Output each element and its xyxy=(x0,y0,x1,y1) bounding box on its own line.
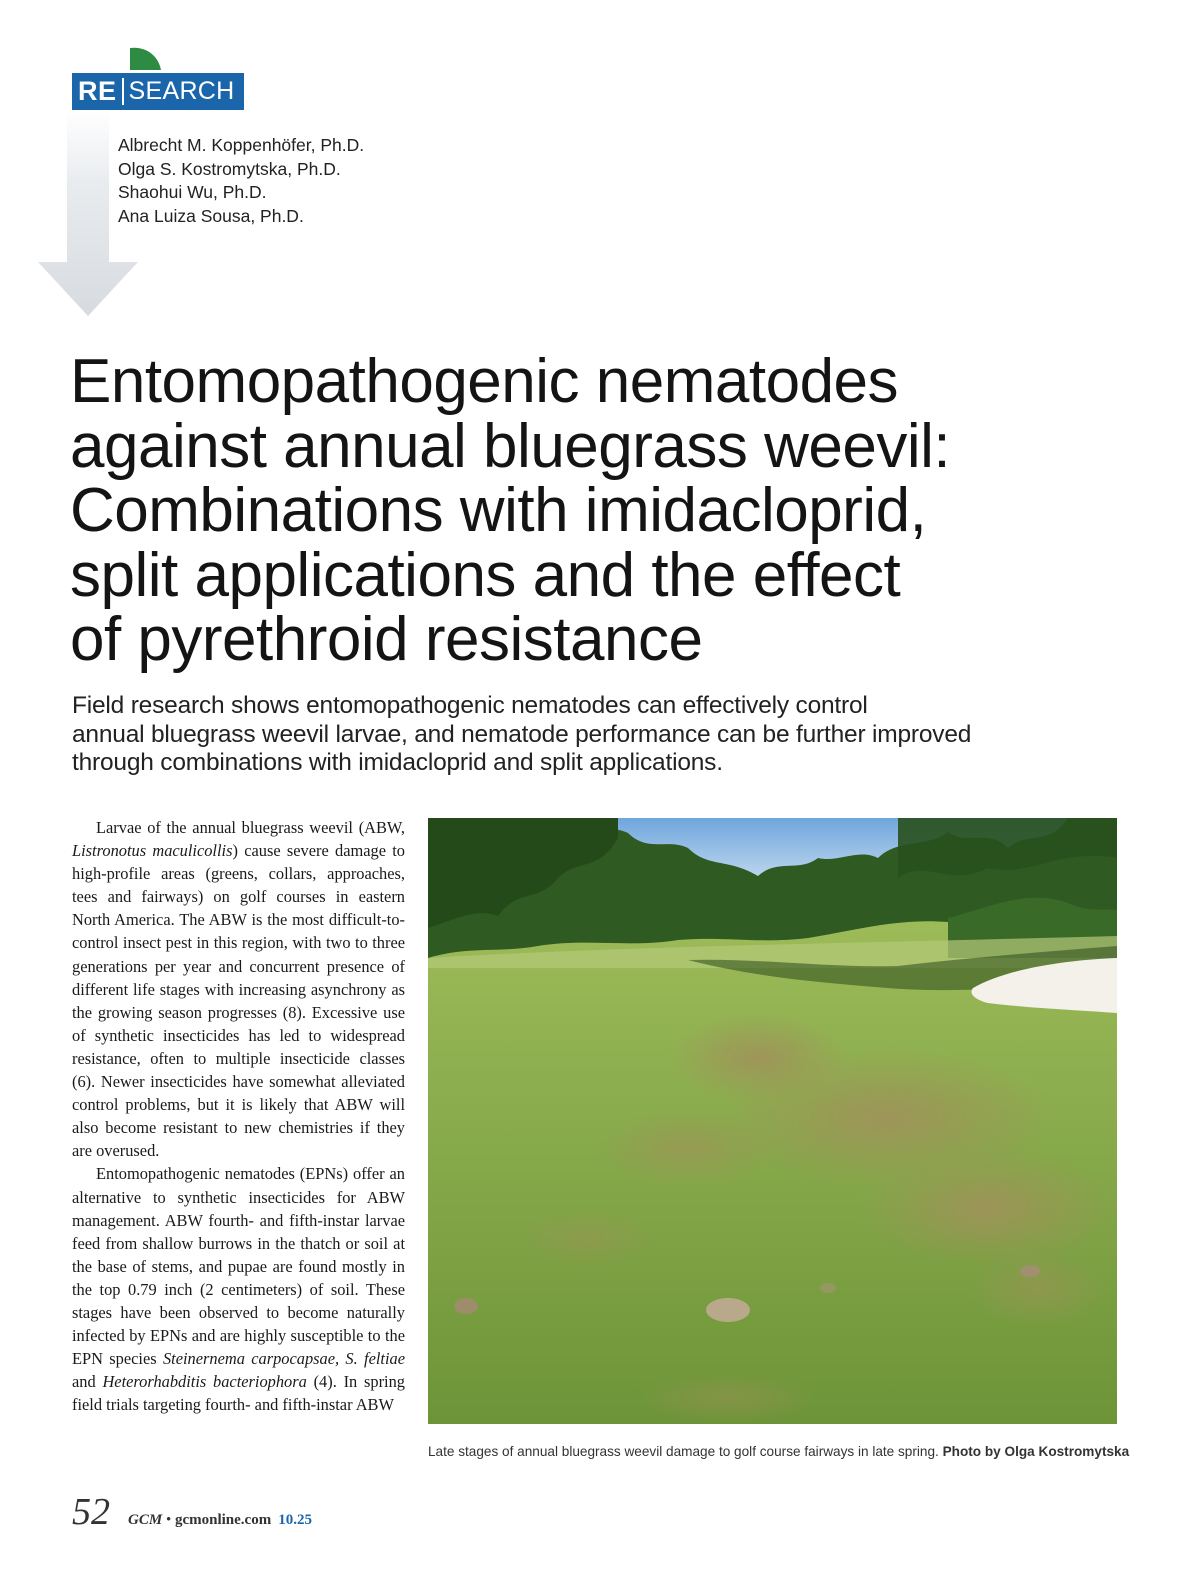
title-line: of pyrethroid resistance xyxy=(70,605,703,674)
author-list xyxy=(118,134,364,228)
deck-line: annual bluegrass weevil larvae, and nematode performance can be further improved xyxy=(72,720,972,748)
article-deck xyxy=(72,692,1132,778)
body-paragraph: Entomopathogenic nematodes (EPNs) offer an alternative to synthetic insecticides for ABW management. ABW fourth- and fifth-instar larvae feed from shallow burrows in the thatch or soil at the base of stems, and pupae are found mostly in the top 0.79 inch (2 centimeters) of soil. These stages have been observed to become naturally infected by EPNs and are highly susceptible to the EPN species Steinernema carpocapsae, S. feltiae and Heterorhabditis bacteriophora (4). In spring field trials targeting fourth- and fifth-instar ABW xyxy=(72,1164,405,1415)
leaf-icon xyxy=(128,46,162,70)
author: Albrecht M. Koppenhöfer, Ph.D. xyxy=(118,135,365,155)
species-name: Listronotus maculicollis xyxy=(72,841,233,861)
body-text-column xyxy=(72,816,405,1416)
body-paragraph: Larvae of the annual bluegrass weevil (ABW, Listronotus maculicollis) cause severe damage to high-profile areas (greens, collars, approaches, tees and fairways) on golf courses in eastern North America. The ABW is the most difficult-to-control insect pest in this region, with two to three generations per year and concurrent presence of different life stages with increasing asynchrony as the growing season progresses (8). Excessive use of synthetic insecticides has led to widespread resistance, often to multiple insecticide classes (6). Newer insecticides have somewhat alleviated control problems, but it is likely that ABW will also become resistant to new chemistries if they are overused. xyxy=(72,818,405,1161)
author: Shaohui Wu, Ph.D. xyxy=(118,182,267,202)
research-section-logo xyxy=(72,73,244,110)
logo-re: RE xyxy=(78,76,117,106)
photo-credit: Photo by Olga Kostromytska xyxy=(942,1444,1130,1459)
deck-line: Field research shows entomopathogenic nematodes can effectively control xyxy=(72,692,868,719)
species-name: Steinernema carpocapsae, S. feltiae xyxy=(162,1349,405,1369)
species-name: Heterorhabditis bacteriophora xyxy=(102,1372,307,1392)
photo-caption xyxy=(428,1444,1128,1459)
title-line: split applications and the effect xyxy=(70,540,901,610)
title-line: Combinations with imidacloprid, xyxy=(70,476,927,545)
issue-date: 10.25 xyxy=(278,1512,312,1528)
title-line: against annual bluegrass weevil: xyxy=(70,411,951,481)
logo-search: SEARCH xyxy=(128,77,235,105)
fairway-damage-photo xyxy=(428,818,1117,1424)
logo-divider xyxy=(122,78,124,105)
title-line: Entomopathogenic nematodes xyxy=(70,347,899,416)
page-number: 52 xyxy=(72,1491,110,1533)
page-footer xyxy=(72,1490,312,1534)
article-title xyxy=(70,347,1160,674)
caption-text: Late stages of annual bluegrass weevil damage to golf course fairways in late spring. xyxy=(428,1444,943,1459)
magazine-name: GCM xyxy=(128,1512,163,1528)
author: Ana Luiza Sousa, Ph.D. xyxy=(118,205,304,226)
author: Olga S. Kostromytska, Ph.D. xyxy=(118,158,341,179)
website: gcmonline.com xyxy=(174,1512,272,1528)
deck-line: through combinations with imidacloprid and split applications. xyxy=(72,749,723,776)
magazine-info: GCM • gcmonline.com xyxy=(128,1512,272,1528)
